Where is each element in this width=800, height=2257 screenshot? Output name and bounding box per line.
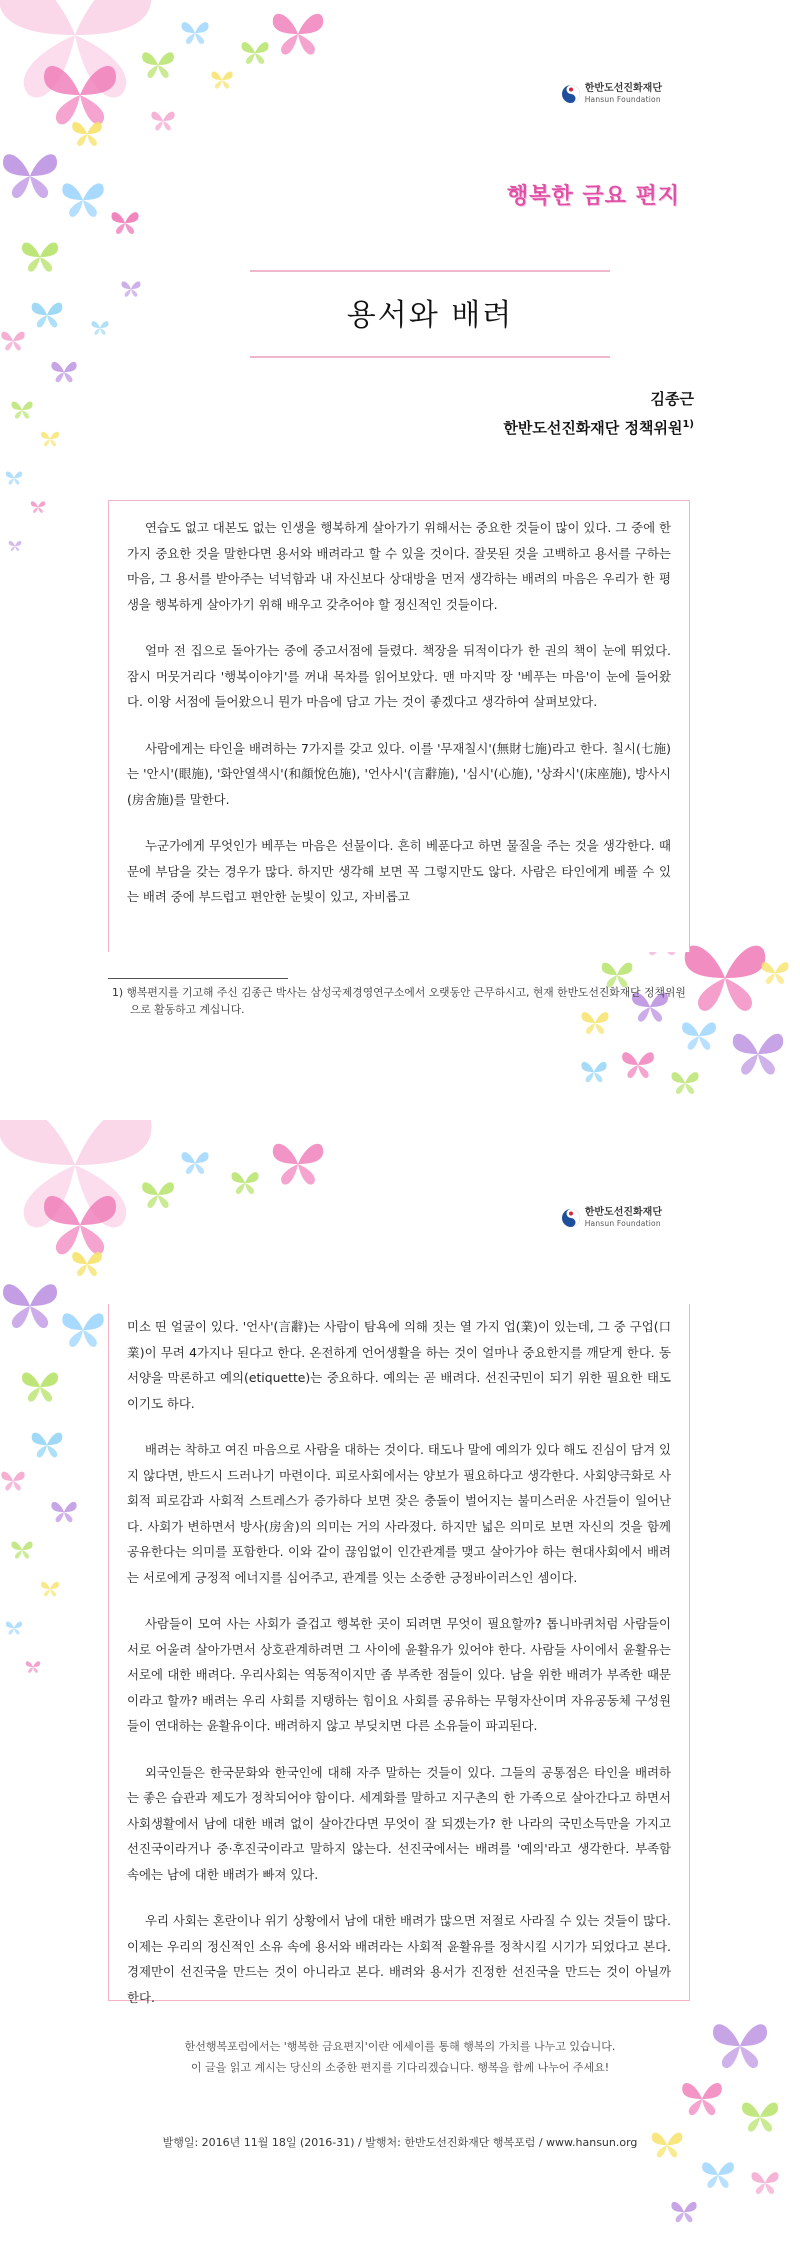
- butterfly-icon: [273, 14, 323, 55]
- butterfly-icon: [742, 2102, 778, 2131]
- essay-body-part2: [108, 1304, 690, 2005]
- butterfly-icon: [142, 52, 174, 78]
- butterfly-icon: [92, 321, 109, 335]
- butterfly-icon: [671, 2202, 696, 2222]
- paragraph: 사람에게는 타인을 배려하는 7가지를 갖고 있다. 이를 '무재칠시'(無財七施)라고 한다. 칠시(七施)는 '안시'(眼施), '화안열색시'(和顔悅色施), '언사시'(言辭施), '심시'(心施), '상좌시'(床座施), 방사시(房舍施)를 말한다.: [127, 740, 671, 807]
- paragraph: 얼마 전 집으로 돌아가는 중에 중고서점에 들렸다. 책장을 뒤적이다가 한 권의 책이 눈에 뛰었다. 잠시 머뭇거리다 '행복이야기'를 꺼내 목차를 읽어보았다. 맨 마지막 장 '베푸는 마음'이 눈에 들어왔다. 이왕 서점에 들어왔으니 뭔가 마음에 담고 가는 것이 좋겠다고 생각하여 살펴보았다.: [127, 643, 671, 709]
- butterfly-icon: [72, 122, 102, 146]
- butterfly-icon: [6, 1621, 22, 1634]
- butterfly-icon: [31, 501, 45, 513]
- footnote-divider: [108, 978, 288, 979]
- butterfly-icon: [273, 1144, 323, 1185]
- paragraph: 사람들이 모여 사는 사회가 즐겁고 행복한 곳이 되려면 무엇이 필요할까? 톱니바퀴처럼 사람들이 서로 어울려 살아가면서 상호관계하려면 그 사이에 윤활유가 있어야 한다. 사람들 사이에서 윤활유는 서로에 대한 배려다. 우리사회는 역동적이지만 좀 부족한 점들이 있다. 남을 위한 배려가 부족한 때문이라고 할까? 배려는 우리 사회를 지탱하는 힘이요 사회를 공유하는 무형자산이며 자유공동체 구성원들이 연대하는 윤활유이다. 배려하지 않고 부딪치면 다른 소유들이 파괴된다.: [127, 1616, 671, 1733]
- page-title: 용서와 배려: [346, 298, 514, 333]
- butterfly-icon: [1, 1472, 24, 1491]
- foundation-logo: [561, 1208, 662, 1228]
- butterfly-icon: [752, 2172, 779, 2194]
- butterfly-icon: [682, 1022, 716, 1049]
- closing-message: [0, 2036, 800, 2078]
- butterfly-icon: [242, 42, 269, 64]
- issue-info: 발행일: 2016년 11월 18일 (2016-31) / 발행처: 한반도선진화재단 행복포럼 / www.hansun.org: [162, 2136, 638, 2149]
- butterfly-icon: [211, 71, 232, 88]
- series-title: 행복한 금요 편지: [506, 184, 680, 209]
- letter-page-2: [0, 1120, 800, 2257]
- paragraph: 배려는 착하고 여진 마음으로 사람을 대하는 것이다. 태도나 말에 예의가 있다 해도 진심이 담겨 있지 않다면, 반드시 드러나기 마련이다. 피로사회에서는 양보가 필요하다고 생각한다. 사회양극화로 사회적 피로감과 사회적 스트레스가 증가하다 보면 잦은 충돌이 벌어지는 불미스러운 사건들이 일어난다. 사회가 변하면서 방사(房舍)의 의미는 거의 사라졌다. 하지만 넓은 의미로 보면 자신의 것을 함께 공유한다는 의미를 포함한다. 이와 같이 끊임없이 인간관계를 맺고 살아가야 하는 현대사회에서 배려는 서로에게 긍정적 에너지를 심어주고, 관계를 잇는 소중한 긍정바이러스인 셈이다.: [127, 1442, 671, 1585]
- butterfly-icon: [26, 1661, 40, 1673]
- closing-line: 이 글을 읽고 계시는 당신의 소중한 편지를 기다리겠습니다. 행복을 함께 나누어 주세요!: [190, 2061, 610, 2074]
- closing-line: 한선행복포럼에서는 '행복한 금요편지'이란 에세이를 통해 행복의 가치를 나누고 있습니다.: [184, 2040, 616, 2053]
- butterfly-icon: [6, 471, 22, 484]
- butterfly-icon: [41, 1582, 59, 1597]
- butterfly-icon: [11, 401, 32, 418]
- author-name: 김종근: [650, 390, 694, 408]
- butterfly-icon: [182, 1152, 209, 1174]
- butterfly-icon: [11, 1541, 32, 1558]
- logo-english-text: Hansun Foundation: [584, 1219, 661, 1229]
- butterfly-icon: [112, 212, 139, 234]
- butterfly-icon: [232, 1172, 259, 1194]
- butterfly-icon: [1, 332, 24, 351]
- butterfly-icon: [672, 1072, 699, 1094]
- butterfly-icon: [62, 183, 103, 217]
- butterfly-icon: [685, 946, 765, 1011]
- paragraph: 우리 사회는 혼란이나 위기 상황에서 남에 대한 배려가 많으면 저절로 사라질 수 있는 것들이 많다. 이제는 우리의 정신적인 소유 속에 용서와 배려라는 사회적 윤활유를 정착시킬 시기가 되었다고 본다. 경제만이 선진국을 만드는 것이 아니라고 본다. 배려와 용서가 진정한 선진국을 만드는 것이 아닐까 한다.: [127, 1913, 671, 2005]
- paragraph: 미소 띤 얼굴이 있다. '언사'(言辭)는 사람이 탐욕에 의해 짓는 열 가지 업(業)이 있는데, 그 중 구업(口業)이 무려 4가지나 된다고 한다. 온전하게 언어생활을 하는 것이 얼마나 중요한지를 깨닫게 한다. 동서양을 막론하고 예의(etiquette)는 중요하다. 예의는 곧 배려다. 선진국민이 되기 위한 필요한 태도이기도 하다.: [127, 1319, 671, 1411]
- butterfly-icon: [62, 1313, 103, 1347]
- title-block: [250, 270, 610, 358]
- butterfly-icon: [51, 1502, 76, 1522]
- butterfly-icon: [44, 1196, 116, 1254]
- butterfly-icon: [0, 0, 152, 97]
- butterfly-icon: [72, 1252, 102, 1276]
- butterfly-icon: [0, 1120, 152, 1227]
- logo-mark-icon: [561, 84, 581, 104]
- logo-korean-text: 한반도선진화재단: [584, 1207, 662, 1219]
- paragraph: 누군가에게 무엇인가 베푸는 마음은 선물이다. 흔히 베푼다고 하면 물질을 주는 것을 생각한다. 때문에 부담을 갖는 경우가 많다. 하지만 생각해 보면 꼭 그렇지만도 않다. 사람은 타인에게 베풀 수 있는 배려 중에 부드럽고 편안한 눈빛이 있고, 자비롭고: [127, 838, 671, 904]
- author-position: 한반도선진화재단 정책위원: [503, 419, 683, 437]
- butterfly-icon: [44, 66, 116, 124]
- butterfly-icon: [682, 2083, 722, 2115]
- butterfly-icon: [121, 281, 140, 296]
- footnote: 1) 행복편지를 기고해 주신 김종근 박사는 삼성국제경영연구소에서 오랫동안 근무하시고, 현재 한반도선진화재단 정책위원으로 활동하고 계십니다.: [112, 986, 686, 1016]
- logo-korean-text: 한반도선진화재단: [584, 83, 662, 95]
- butterfly-icon: [733, 1034, 783, 1075]
- butterfly-icon: [702, 2162, 734, 2188]
- butterfly-icon: [182, 22, 209, 44]
- essay-body-part1: [108, 500, 690, 952]
- logo-english-text: Hansun Foundation: [584, 95, 661, 105]
- butterfly-icon: [32, 303, 63, 328]
- butterfly-icon: [22, 242, 58, 271]
- foundation-logo: [561, 84, 662, 104]
- butterfly-icon: [9, 541, 22, 551]
- butterfly-icon: [622, 1052, 654, 1078]
- butterfly-icon: [22, 1372, 58, 1401]
- paragraph: 외국인들은 한국문화와 한국인에 대해 자주 말하는 것들이 있다. 그들의 공통점은 타인을 배려하는 좋은 습관과 제도가 정착되어야 함이다. 세계화를 말하고 지구촌의 한 가족으로 살아간다고 하면서 사회생활에서 남에 대한 배려 없이 살아간다면 무엇이 잘 되겠는가? 한 나라의 국민소득만을 가지고 선진국이라거나 중·후진국이라고 말하지 않는다. 선진국에서는 배려를 '예의'라고 생각한다. 부족함 속에는 남에 대한 배려가 빠져 있다.: [127, 1764, 671, 1882]
- letter-page-1: [0, 0, 800, 1110]
- butterfly-icon: [3, 1284, 57, 1328]
- footnote-mark: 1): [682, 419, 694, 430]
- paragraph: 연습도 없고 대본도 없는 인생을 행복하게 살아가기 위해서는 중요한 것들이 많이 있다. 그 중에 한 가지 중요한 것을 말한다면 용서와 배려라고 할 수 있을 것이다. 잘못된 것을 고백하고 용서를 구하는 마음, 그 용서를 받아주는 넉넉함과 내 자신보다 상대방을 먼저 생각하는 배려의 마음은 우리가 한 평생을 행복하게 살아가기 위해 배우고 갖추어야 할 정신적인 것들이다.: [127, 520, 671, 612]
- butterfly-icon: [41, 432, 59, 447]
- butterfly-icon: [3, 154, 57, 198]
- butterfly-icon: [32, 1433, 63, 1458]
- butterfly-icon: [762, 962, 789, 984]
- logo-mark-icon: [561, 1208, 581, 1228]
- author-position-line: [503, 412, 694, 441]
- author-block: [503, 386, 694, 441]
- title-rule-bottom: [250, 356, 610, 358]
- butterfly-icon: [151, 112, 174, 131]
- butterfly-icon: [51, 362, 76, 382]
- butterfly-icon: [581, 1062, 606, 1082]
- butterfly-icon: [142, 1182, 174, 1208]
